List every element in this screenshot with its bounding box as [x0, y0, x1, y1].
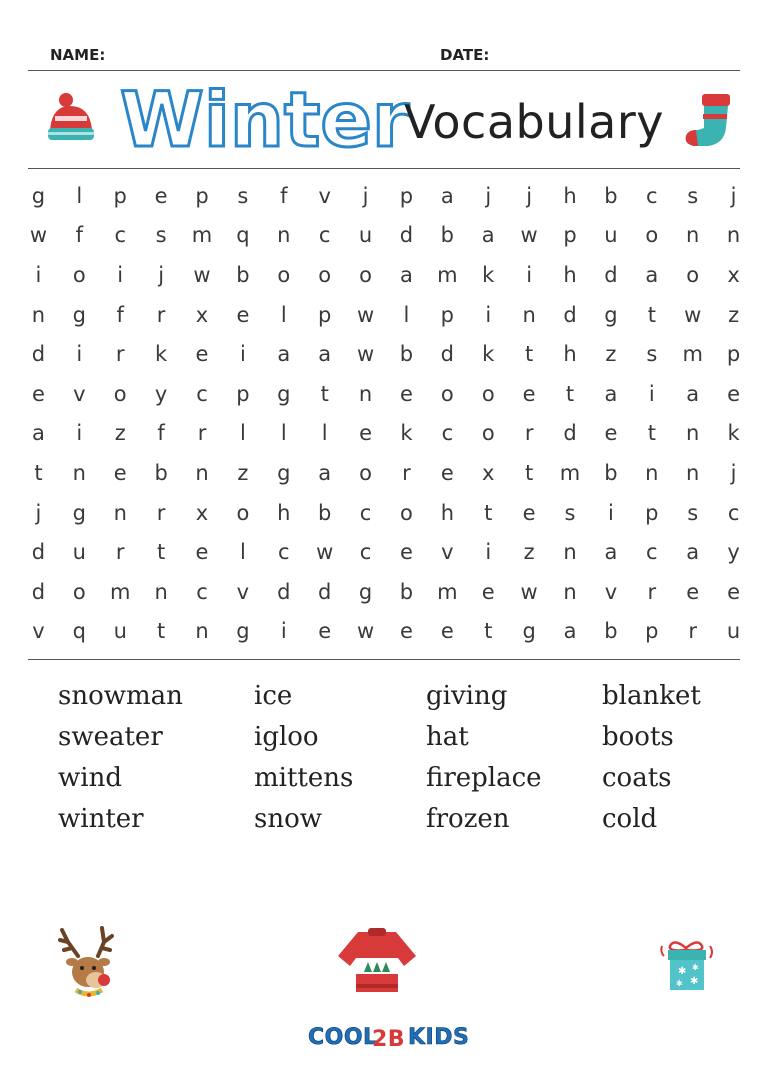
grid-letter: f [157, 421, 165, 446]
grid-letter: c [359, 540, 372, 565]
word-item: ice [254, 681, 293, 711]
grid-row [18, 453, 754, 493]
grid-letter: c [196, 579, 208, 604]
grid-letter: o [359, 460, 372, 485]
grid-letter: v [318, 183, 331, 208]
grid-letter: a [318, 342, 332, 367]
grid-letter: k [482, 262, 495, 287]
grid-letter: n [277, 223, 291, 248]
grid-letter: p [563, 223, 577, 248]
grid-letter: e [400, 619, 413, 644]
grid-row [18, 414, 754, 454]
grid-letter: n [686, 460, 700, 485]
grid-letter: d [31, 342, 46, 367]
grid-letter: j [158, 262, 165, 287]
grid-letter: o [645, 223, 659, 248]
grid-letter: n [195, 619, 209, 644]
grid-letter: t [34, 460, 43, 485]
svg-text:✱: ✱ [678, 966, 687, 977]
grid-letter: p [236, 381, 250, 406]
grid-letter: p [113, 183, 127, 208]
grid-letter: w [356, 342, 375, 367]
grid-letter: g [604, 302, 618, 327]
grid-letter: b [154, 460, 168, 485]
grid-letter: s [646, 342, 658, 367]
grid-letter: q [236, 223, 250, 248]
grid-letter: q [72, 619, 86, 644]
grid-letter: a [277, 342, 291, 367]
grid-letter: o [481, 421, 495, 446]
cool2bkids-logo [300, 1016, 470, 1056]
grid-letter: p [195, 183, 209, 208]
grid-letter: a [481, 223, 495, 248]
grid-letter: h [563, 262, 577, 287]
word-item: frozen [426, 804, 510, 834]
grid-letter: w [356, 302, 375, 327]
grid-letter: g [277, 460, 291, 485]
grid-letter: i [607, 500, 614, 525]
grid-row [18, 255, 754, 295]
grid-letter: i [35, 262, 42, 287]
grid-letter: t [484, 500, 493, 525]
grid-letter: o [481, 381, 495, 406]
grid-letter: b [440, 223, 455, 248]
grid-letter: v [32, 619, 45, 644]
grid-letter: n [686, 421, 700, 446]
grid-letter: c [646, 540, 658, 565]
grid-letter: z [114, 421, 126, 446]
grid-row [18, 374, 754, 414]
grid-letter: f [75, 223, 84, 248]
svg-text:✱: ✱ [692, 963, 699, 972]
grid-letter: i [280, 619, 287, 644]
grid-letter: e [195, 342, 209, 367]
grid-letter: p [318, 302, 332, 327]
grid-letter: t [647, 302, 656, 327]
christmas-sweater-icon [334, 926, 420, 996]
grid-letter: o [400, 500, 413, 525]
grid-letter: c [278, 540, 290, 565]
word-item: giving [426, 681, 508, 711]
grid-letter: p [645, 500, 659, 525]
grid-letter: b [604, 619, 618, 644]
grid-row [18, 216, 754, 256]
grid-letter: z [523, 540, 535, 565]
grid-letter: j [362, 183, 369, 208]
grid-letter: s [155, 223, 167, 248]
word-item: mittens [254, 763, 354, 793]
grid-letter: y [727, 540, 740, 565]
word-item: cold [602, 804, 658, 834]
grid-letter: d [318, 579, 332, 604]
grid-letter: n [645, 460, 659, 485]
grid-letter: h [440, 500, 454, 525]
grid-letter: h [277, 500, 291, 525]
grid-letter: r [402, 460, 411, 485]
word-column-2 [254, 676, 353, 840]
grid-letter: c [114, 223, 126, 248]
svg-text:KIDS: KIDS [408, 1025, 470, 1050]
grid-letter: f [280, 183, 288, 208]
grid-letter: b [604, 183, 618, 208]
grid-letter: k [727, 421, 740, 446]
grid-letter: w [29, 223, 48, 248]
grid-letter: x [727, 262, 740, 287]
grid-divider [28, 659, 740, 660]
grid-letter: w [684, 302, 702, 327]
grid-letter: d [31, 540, 46, 565]
grid-letter: i [76, 421, 83, 446]
grid-letter: g [72, 500, 86, 525]
grid-letter: o [113, 381, 127, 406]
grid-letter: b [399, 342, 414, 367]
grid-letter: w [193, 262, 211, 287]
grid-letter: e [400, 540, 413, 565]
grid-letter: e [727, 579, 741, 604]
word-column-3 [426, 676, 542, 840]
grid-letter: e [195, 540, 209, 565]
grid-letter: w [520, 223, 538, 248]
grid-letter: l [403, 302, 410, 327]
grid-letter: d [31, 579, 46, 604]
grid-letter: o [236, 500, 250, 525]
grid-letter: i [117, 262, 124, 287]
grid-letter: e [400, 381, 413, 406]
grid-letter: i [485, 302, 492, 327]
grid-letter: m [191, 223, 213, 248]
grid-letter: t [484, 619, 493, 644]
grid-letter: x [195, 500, 209, 525]
grid-letter: j [35, 500, 42, 525]
grid-letter: l [239, 540, 246, 565]
grid-letter: e [522, 381, 536, 406]
winter-hat-icon [44, 90, 98, 146]
word-item: fireplace [426, 763, 542, 793]
grid-letter: w [356, 619, 375, 644]
grid-letter: n [72, 460, 86, 485]
word-item: hat [426, 722, 469, 752]
grid-letter: d [277, 579, 291, 604]
grid-letter: m [682, 342, 703, 367]
grid-letter: s [687, 500, 699, 525]
grid-letter: s [564, 500, 576, 525]
grid-letter: s [237, 183, 249, 208]
grid-row [18, 295, 754, 335]
grid-letter: d [563, 302, 577, 327]
grid-letter: n [563, 579, 577, 604]
grid-letter: i [485, 540, 492, 565]
grid-letter: e [359, 421, 373, 446]
grid-letter: m [109, 579, 131, 604]
grid-letter: l [280, 302, 287, 327]
grid-letter: r [688, 619, 698, 644]
grid-letter: m [559, 460, 581, 485]
word-column-1 [58, 676, 183, 840]
grid-letter: a [604, 540, 618, 565]
grid-letter: b [399, 579, 414, 604]
grid-letter: e [604, 421, 618, 446]
grid-letter: k [155, 342, 168, 367]
grid-letter: f [116, 302, 124, 327]
grid-letter: o [318, 262, 332, 287]
grid-letter: b [318, 500, 332, 525]
grid-letter: o [359, 262, 372, 287]
grid-letter: c [318, 223, 331, 248]
grid-letter: u [113, 619, 127, 644]
grid-letter: e [318, 619, 332, 644]
grid-letter: c [646, 183, 658, 208]
title-vocabulary: Vocabulary [404, 95, 664, 149]
grid-letter: e [440, 619, 454, 644]
grid-letter: e [522, 500, 536, 525]
grid-letter: t [525, 460, 534, 485]
grid-letter: t [565, 381, 575, 406]
grid-letter: o [72, 262, 86, 287]
grid-letter: g [72, 302, 86, 327]
grid-letter: i [648, 381, 655, 406]
word-column-4 [602, 676, 701, 840]
grid-letter: w [520, 579, 538, 604]
grid-letter: m [437, 262, 458, 287]
grid-letter: g [358, 579, 373, 604]
grid-letter: t [647, 421, 656, 446]
grid-letter: e [236, 302, 250, 327]
grid-letter: j [485, 183, 492, 208]
grid-letter: o [72, 579, 86, 604]
word-item: wind [58, 763, 122, 793]
grid-letter: n [686, 223, 700, 248]
grid-row [18, 334, 754, 374]
svg-text:2B: 2B [372, 1027, 406, 1052]
grid-letter: a [32, 421, 45, 446]
grid-letter: g [236, 619, 250, 644]
grid-letter: d [399, 223, 414, 248]
svg-text:COOL: COOL [308, 1025, 378, 1050]
grid-letter: u [604, 223, 618, 248]
grid-letter: z [728, 302, 740, 327]
grid-letter: s [687, 183, 699, 208]
grid-letter: c [196, 381, 208, 406]
title-divider [28, 168, 740, 169]
stocking-icon [680, 92, 734, 152]
grid-letter: r [647, 579, 657, 604]
grid-letter: d [563, 421, 577, 446]
grid-letter: z [237, 460, 249, 485]
grid-letter: v [604, 579, 618, 604]
word-item: coats [602, 763, 672, 793]
grid-letter: j [730, 460, 737, 485]
grid-letter: n [113, 500, 127, 525]
grid-letter: a [563, 619, 577, 644]
grid-letter: r [115, 540, 125, 565]
grid-letter: o [277, 262, 291, 287]
grid-letter: r [115, 342, 125, 367]
grid-letter: v [441, 540, 454, 565]
grid-letter: g [31, 183, 46, 208]
grid-letter: n [726, 223, 741, 248]
grid-letter: d [604, 262, 618, 287]
grid-letter: a [686, 540, 700, 565]
grid-letter: x [195, 302, 209, 327]
grid-letter: r [197, 421, 207, 446]
grid-letter: r [156, 500, 166, 525]
grid-letter: v [73, 381, 86, 406]
reindeer-icon [56, 922, 128, 1008]
grid-letter: i [76, 342, 83, 367]
grid-row [18, 493, 754, 533]
svg-text:✱: ✱ [690, 976, 699, 987]
grid-letter: v [236, 579, 250, 604]
grid-letter: a [440, 183, 454, 208]
svg-text:✱: ✱ [676, 979, 683, 988]
word-item: sweater [58, 722, 163, 752]
grid-letter: o [440, 381, 454, 406]
grid-letter: i [239, 342, 246, 367]
word-item: snow [254, 804, 322, 834]
grid-letter: k [482, 342, 495, 367]
grid-letter: n [154, 579, 168, 604]
svg-text:Winter: Winter [120, 75, 410, 164]
gift-box-icon [656, 936, 718, 994]
grid-letter: y [154, 381, 168, 406]
grid-letter: l [76, 183, 83, 208]
grid-letter: e [686, 579, 700, 604]
grid-letter: d [440, 342, 455, 367]
grid-letter: p [645, 619, 659, 644]
grid-letter: o [686, 262, 700, 287]
grid-letter: b [604, 460, 618, 485]
grid-letter: x [482, 460, 495, 485]
grid-letter: a [400, 262, 413, 287]
grid-letter: k [400, 421, 413, 446]
word-item: blanket [602, 681, 701, 711]
grid-letter: t [157, 619, 166, 644]
grid-letter: e [727, 381, 741, 406]
grid-letter: l [280, 421, 287, 446]
top-divider [28, 70, 740, 71]
grid-letter: z [605, 342, 617, 367]
grid-letter: g [277, 381, 291, 406]
grid-letter: c [727, 500, 740, 525]
grid-letter: j [730, 183, 737, 208]
word-item: boots [602, 722, 674, 752]
word-item: igloo [254, 722, 319, 752]
grid-letter: n [358, 381, 373, 406]
grid-letter: r [524, 421, 534, 446]
grid-row [18, 612, 754, 652]
grid-letter: l [321, 421, 328, 446]
date-label: DATE: [440, 46, 490, 64]
name-label: NAME: [50, 46, 106, 64]
word-item: snowman [58, 681, 183, 711]
grid-letter: l [239, 421, 246, 446]
grid-row [18, 572, 754, 612]
grid-letter: c [359, 500, 372, 525]
grid-letter: u [726, 619, 741, 644]
grid-letter: e [481, 579, 495, 604]
title-winter [118, 75, 410, 164]
grid-letter: t [525, 342, 534, 367]
grid-letter: n [563, 540, 577, 565]
header-labels [0, 46, 768, 68]
grid-letter: p [440, 302, 455, 327]
grid-letter: a [645, 262, 659, 287]
grid-letter: e [113, 460, 127, 485]
grid-letter: a [318, 460, 332, 485]
grid-letter: a [686, 381, 700, 406]
word-item: winter [58, 804, 144, 834]
grid-letter: m [437, 579, 458, 604]
grid-letter: n [195, 460, 209, 485]
grid-letter: b [236, 262, 250, 287]
grid-letter: h [563, 342, 577, 367]
word-search-grid [18, 176, 754, 651]
grid-letter: e [154, 183, 168, 208]
grid-letter: e [31, 381, 45, 406]
grid-letter: w [316, 540, 334, 565]
grid-letter: t [320, 381, 329, 406]
grid-letter: i [526, 262, 533, 287]
grid-letter: p [726, 342, 741, 367]
grid-letter: c [441, 421, 454, 446]
grid-letter: e [440, 460, 454, 485]
grid-letter: p [399, 183, 414, 208]
grid-letter: r [156, 302, 166, 327]
grid-row [18, 176, 754, 216]
grid-row [18, 532, 754, 572]
grid-letter: u [72, 540, 86, 565]
grid-letter: n [31, 302, 46, 327]
grid-letter: u [358, 223, 373, 248]
grid-letter: j [526, 183, 533, 208]
grid-letter: a [604, 381, 618, 406]
grid-letter: n [522, 302, 536, 327]
grid-letter: t [157, 540, 166, 565]
grid-letter: h [563, 183, 577, 208]
grid-letter: g [522, 619, 536, 644]
